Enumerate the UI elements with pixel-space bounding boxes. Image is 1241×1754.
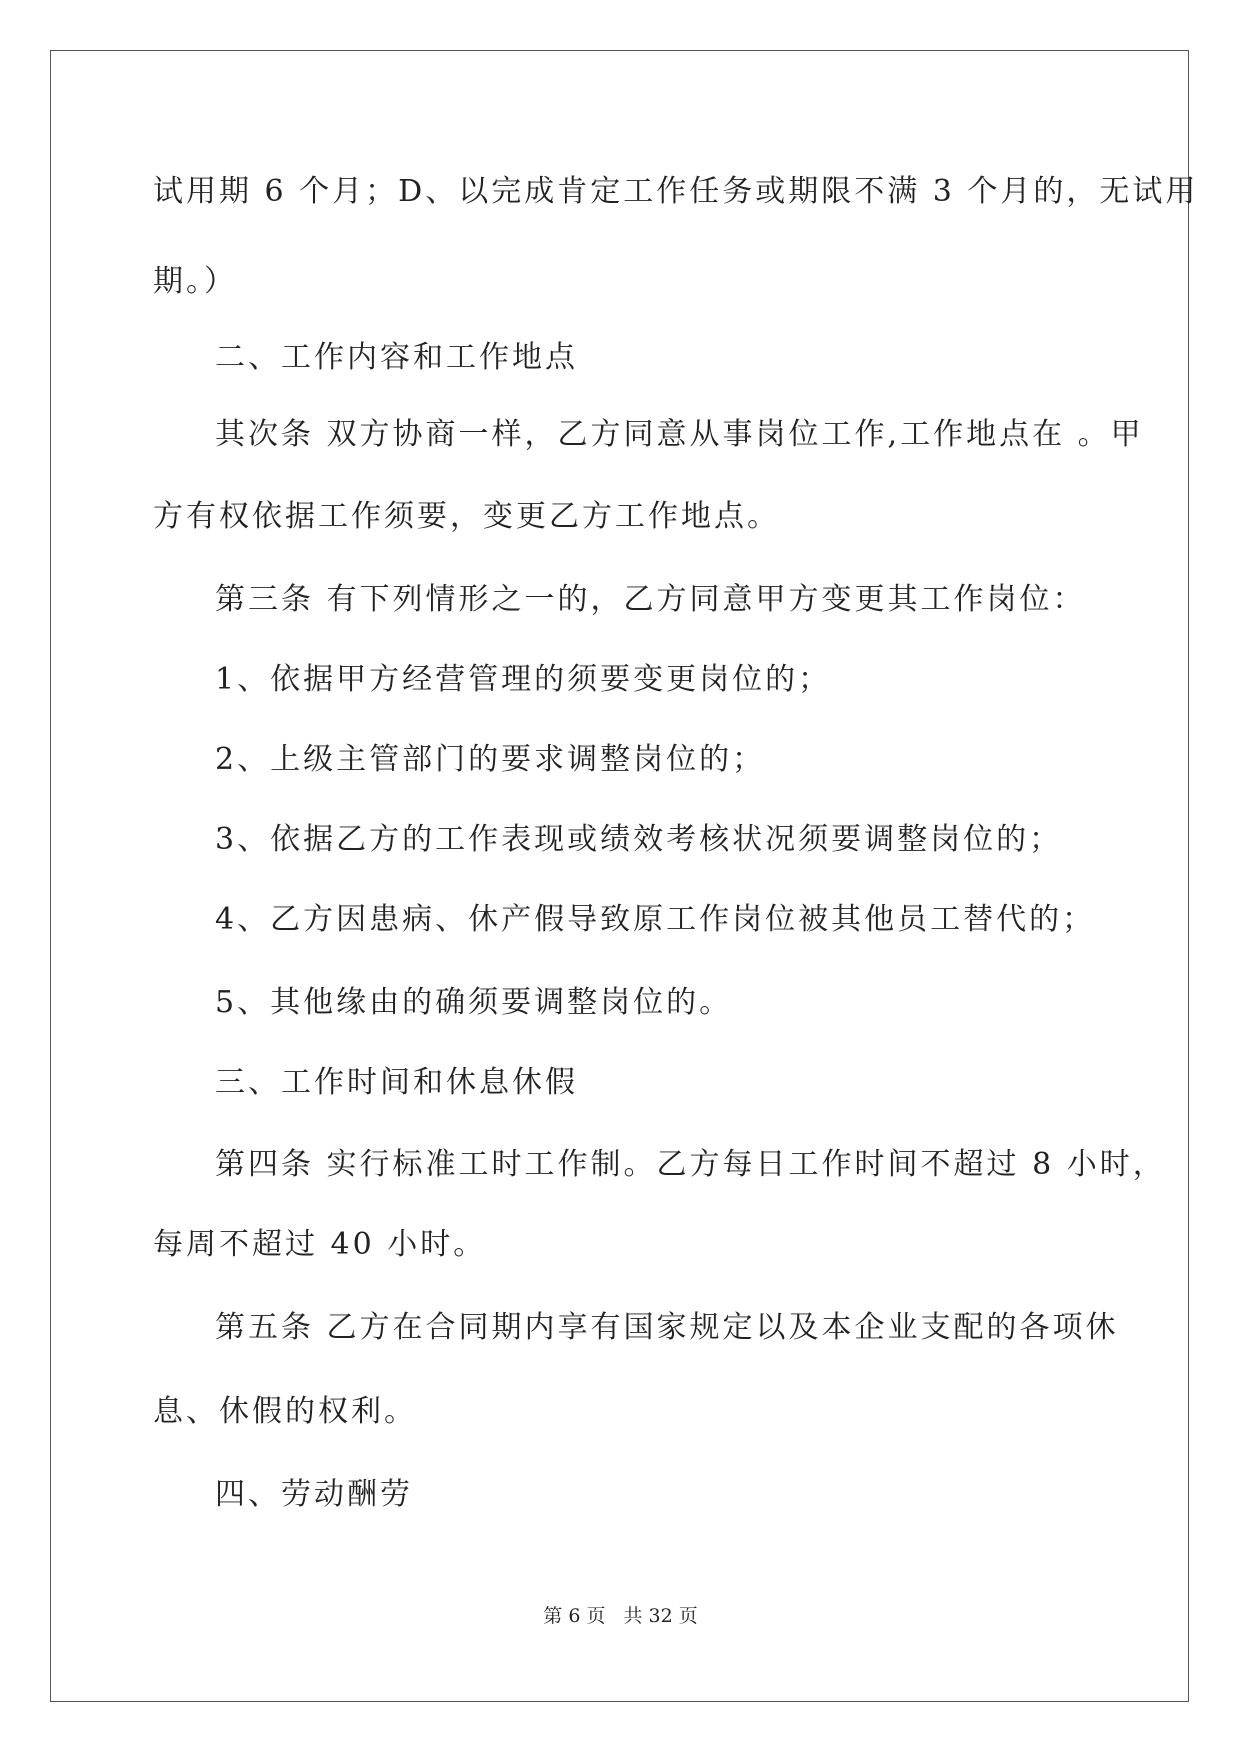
text-line: 其次条 双方协商一样，乙方同意从事岗位工作,工作地点在 。甲	[215, 417, 1144, 452]
section-heading: 二、工作内容和工作地点	[215, 340, 578, 375]
list-item: 3、依据乙方的工作表现或绩效考核状况须要调整岗位的；	[215, 822, 1063, 857]
section-heading: 三、工作时间和休息休假	[215, 1065, 578, 1100]
text-line: 试用期 6 个月；D、以完成肯定工作任务或期限不满 3 个月的，无试用	[153, 174, 1199, 209]
list-item: 5、其他缘由的确须要调整岗位的。	[215, 985, 733, 1020]
section-heading: 四、劳动酬劳	[215, 1477, 413, 1512]
text-line: 第五条 乙方在合同期内享有国家规定以及本企业支配的各项休	[215, 1310, 1119, 1345]
text-line: 方有权依据工作须要，变更乙方工作地点。	[153, 499, 780, 534]
text-line: 息、休假的权利。	[153, 1394, 417, 1429]
page-footer	[0, 1604, 1241, 1628]
page-total: 共 32 页	[623, 1605, 698, 1627]
text-line: 第三条 有下列情形之一的，乙方同意甲方变更其工作岗位：	[215, 582, 1086, 617]
text-line: 第四条 实行标准工时工作制。乙方每日工作时间不超过 8 小时，	[215, 1147, 1166, 1182]
list-item: 1、依据甲方经营管理的须要变更岗位的；	[215, 662, 832, 697]
text-line: 期。）	[153, 264, 237, 299]
list-item: 4、乙方因患病、休产假导致原工作岗位被其他员工替代的；	[215, 902, 1096, 937]
list-item: 2、上级主管部门的要求调整岗位的；	[215, 742, 766, 777]
page-number: 第 6 页	[543, 1605, 606, 1627]
text-line: 每周不超过 40 小时。	[153, 1227, 487, 1262]
